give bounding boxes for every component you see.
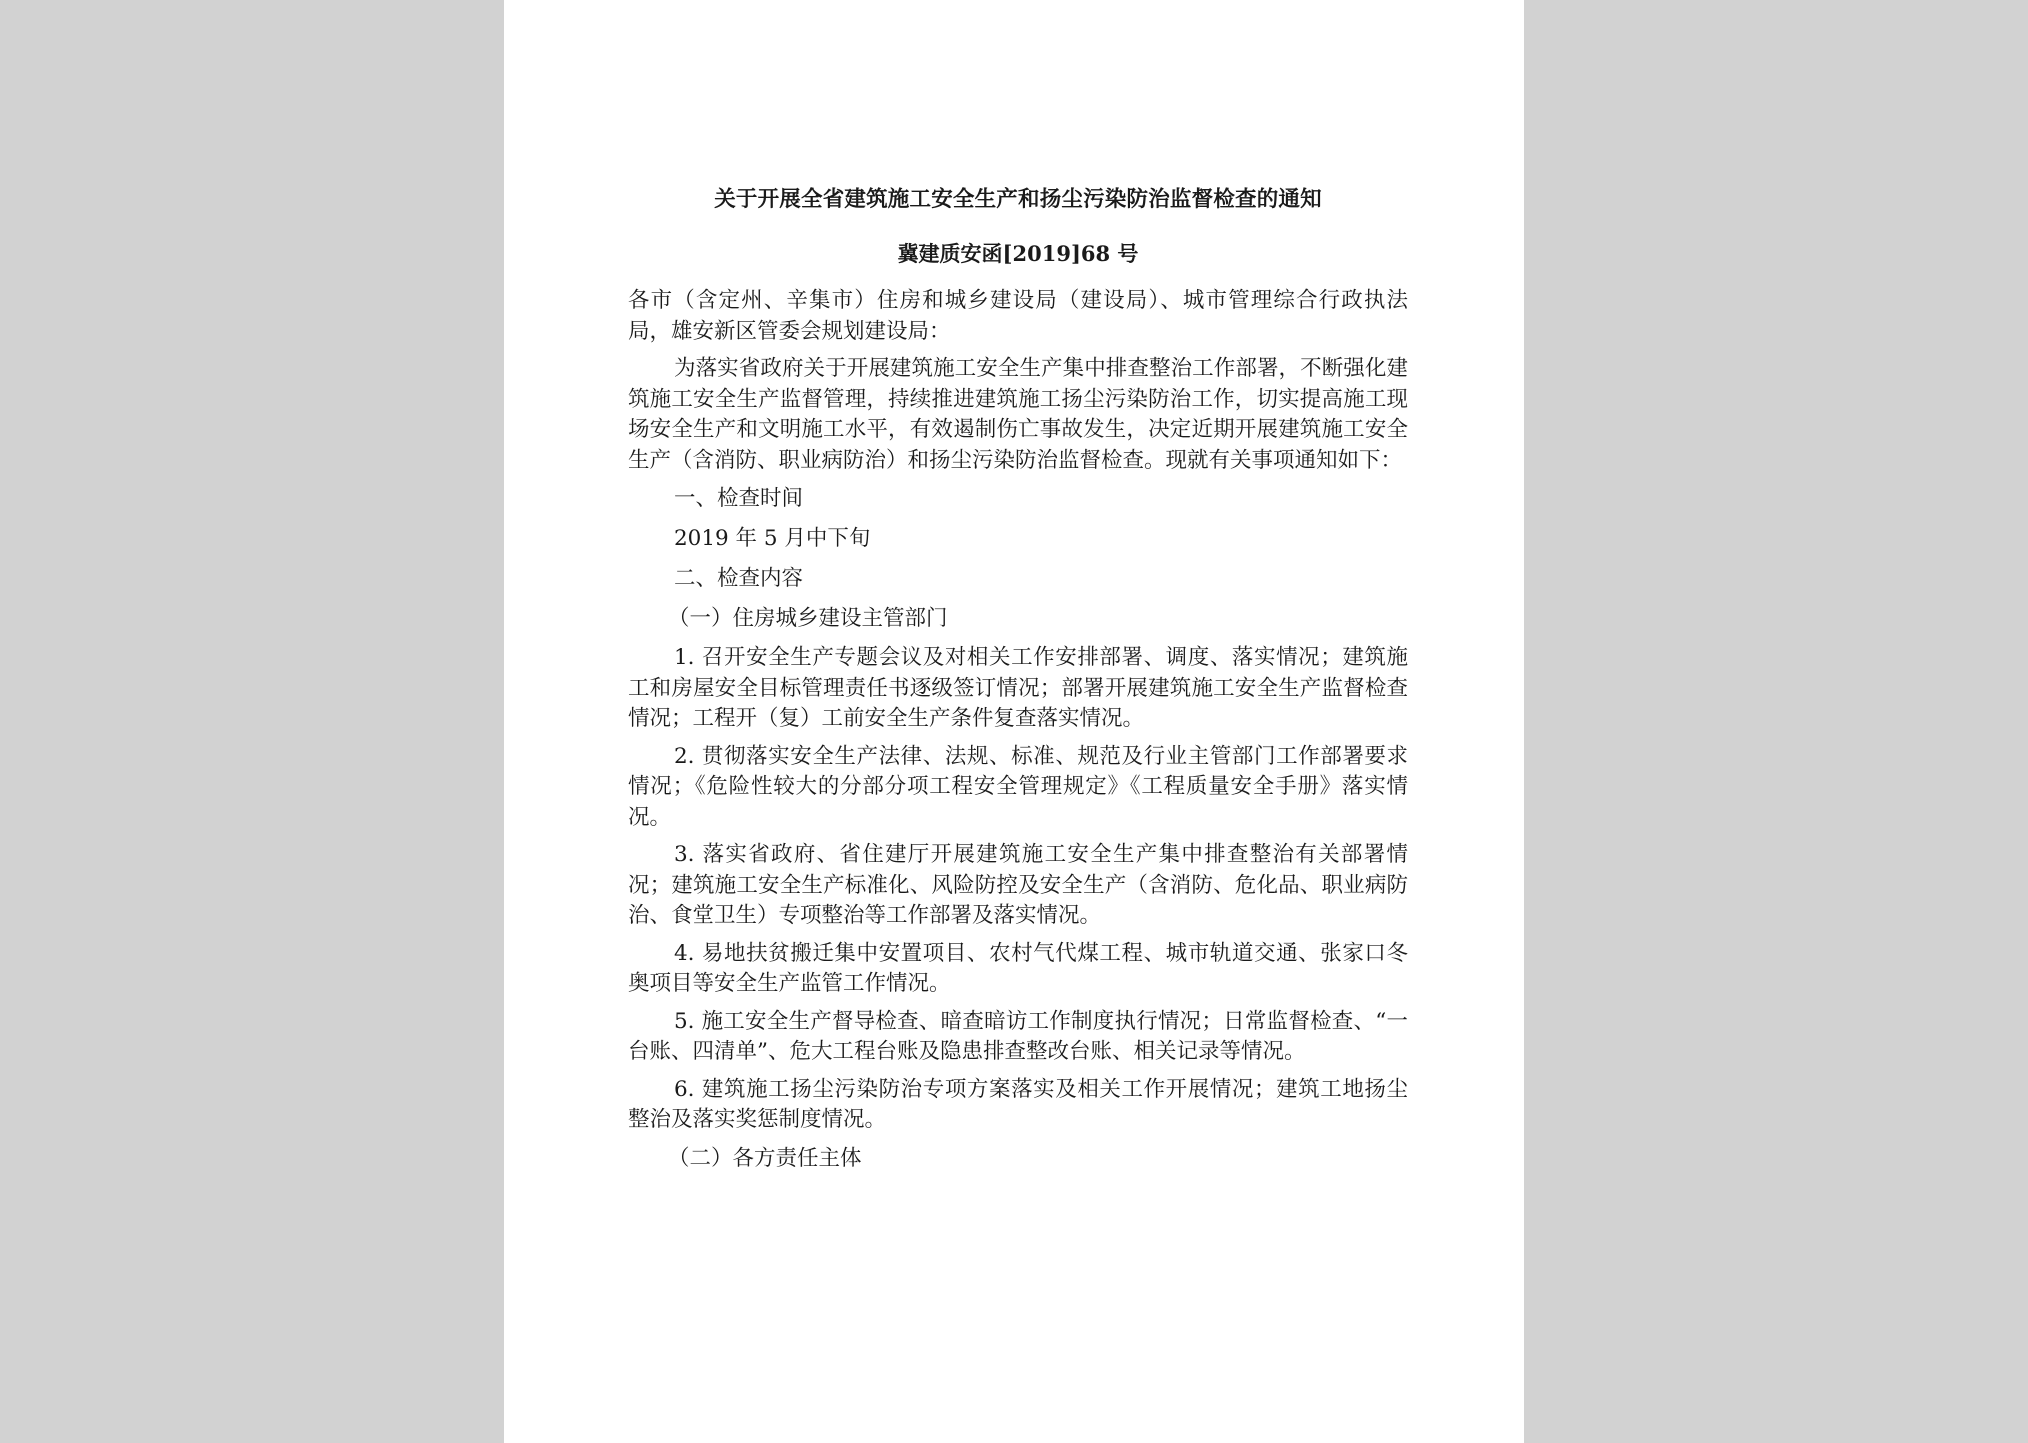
subsection-heading-housing-departments: （一）住房城乡建设主管部门: [668, 606, 948, 631]
list-item: 2. 贯彻落实安全生产法律、法规、标准、规范及行业主管部门工作部署要求情况；《危险性较大的分部分项工程安全管理规定》《工程质量安全手册》落实情况。: [628, 743, 1408, 830]
document-title: 关于开展全省建筑施工安全生产和扬尘污染防治监督检查的通知: [714, 187, 1322, 212]
list-item: 4. 易地扶贫搬迁集中安置项目、农村气代煤工程、城市轨道交通、张家口冬奥项目等安全生产监管工作情况。: [628, 940, 1408, 996]
section-heading-inspection-content: 二、检查内容: [674, 566, 804, 591]
intro-paragraph: 为落实省政府关于开展建筑施工安全生产集中排查整治工作部署，不断强化建筑施工安全生产监督管理，持续推进建筑施工扬尘污染防治工作，切实提高施工现场安全生产和文明施工水平，有效遏制伤亡事故发生，决定近期开展建筑施工安全生产（含消防、职业病防治）和扬尘污染防治监督检查。现就有关事项通知如下：: [628, 356, 1408, 473]
inspection-time-value: 2019 年 5 月中下旬: [674, 526, 871, 551]
document-content: [628, 182, 1408, 1183]
list-item: 6. 建筑施工扬尘污染防治专项方案落实及相关工作开展情况；建筑工地扬尘整治及落实奖惩制度情况。: [628, 1076, 1408, 1132]
document-page: [504, 0, 1524, 1443]
recipients-paragraph: 各市（含定州、辛集市）住房和城乡建设局（建设局）、城市管理综合行政执法局，雄安新区管委会规划建设局：: [628, 288, 1408, 344]
list-item: 1. 召开安全生产专题会议及对相关工作安排部署、调度、落实情况；建筑施工和房屋安全目标管理责任书逐级签订情况；部署开展建筑施工安全生产监督检查情况；工程开（复）工前安全生产条件复查落实情况。: [628, 645, 1408, 731]
section-heading-inspection-time: 一、检查时间: [674, 486, 804, 511]
document-number: 冀建质安函[2019]68 号: [897, 241, 1139, 266]
list-item: 3. 落实省政府、省住建厅开展建筑施工安全生产集中排查整治有关部署情况；建筑施工安全生产标准化、风险防控及安全生产（含消防、危化品、职业病防治、食堂卫生）专项整治等工作部署及落实情况。: [628, 842, 1408, 928]
list-item: 5. 施工安全生产督导检查、暗查暗访工作制度执行情况；日常监督检查、“一台账、四清单”、危大工程台账及隐患排查整改台账、相关记录等情况。: [628, 1008, 1408, 1064]
subsection-heading-responsible-parties: （二）各方责任主体: [668, 1145, 862, 1171]
